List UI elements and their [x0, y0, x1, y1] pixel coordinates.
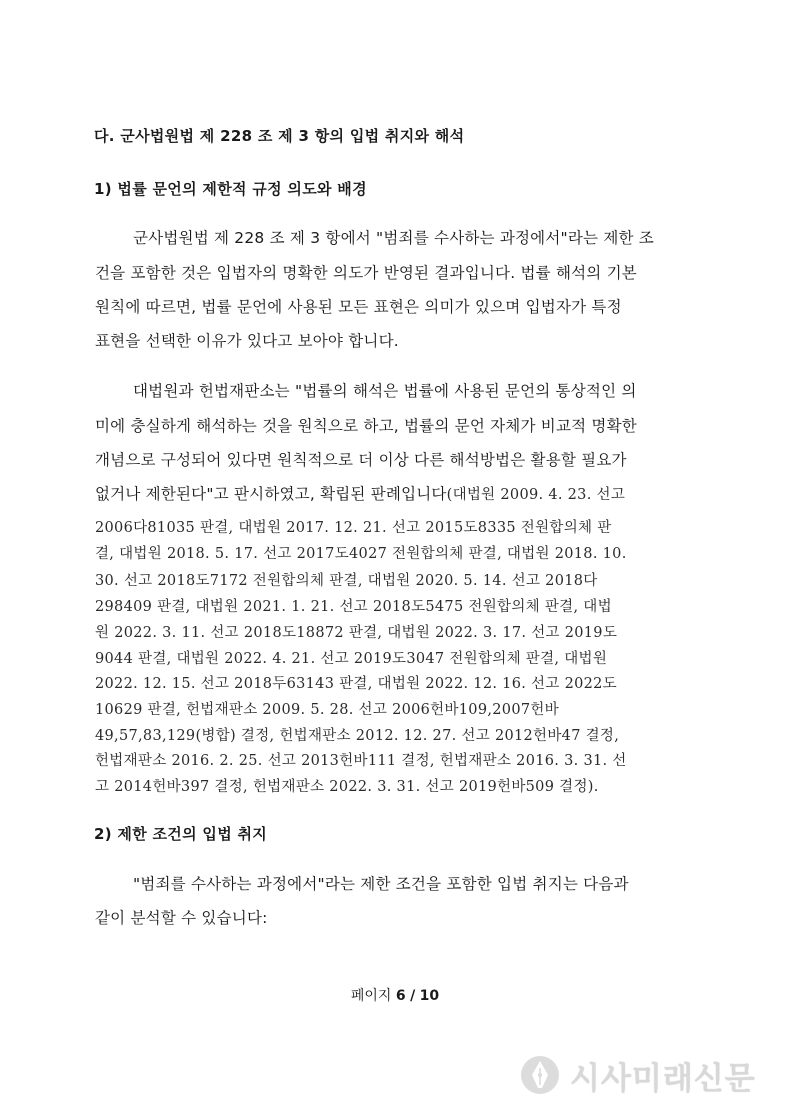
publisher-watermark — [520, 1050, 782, 1100]
text-line: "범죄를 수사하는 과정에서"라는 제한 조건을 포함한 입법 취지는 다음과 — [133, 875, 629, 893]
citation-line: 10629 판결, 헌법재판소 2009. 5. 28. 선고 2006헌바109,2007헌바 — [95, 702, 559, 718]
citation-line: 9044 판결, 대법원 2022. 4. 21. 선고 2019도3047 전원합의체 판결, 대법원 — [95, 651, 608, 667]
total-pages: 10 — [419, 988, 440, 1004]
subsection-1-heading: 1) 법률 문언의 제한적 규정 의도와 배경 — [94, 180, 367, 198]
text-line: 건을 포함한 것은 입법자의 명확한 의도가 반영된 결과입니다. 법률 해석의 기본 — [95, 264, 637, 282]
text-line: 대법원과 헌법재판소는 "법률의 해석은 법률에 사용된 문언의 통상적인 의 — [133, 382, 637, 400]
page-number-footer — [0, 985, 790, 1005]
citation-span: (대법원 2009. 4. 23. 선고 — [446, 487, 626, 503]
pen-nib-icon — [520, 1055, 560, 1095]
subsection-2-heading: 2) 제한 조건의 입법 취지 — [94, 825, 268, 843]
text-span: 없거나 제한된다"고 판시하였고, 확립된 판례입니다 — [95, 485, 447, 503]
current-page: 6 — [395, 988, 406, 1004]
text-line: 같이 분석할 수 있습니다: — [95, 909, 268, 927]
citation-line: 30. 선고 2018도7172 전원합의체 판결, 대법원 2020. 5. 14. 선고 2018다 — [95, 573, 598, 589]
citation-line: 원 2022. 3. 11. 선고 2018도18872 판결, 대법원 2022. 3. 17. 선고 2019도 — [95, 625, 618, 641]
mixed-line — [95, 482, 625, 504]
citation-line: 고 2014헌바397 결정, 헌법재판소 2022. 3. 31. 선고 2019헌바509 결정). — [95, 779, 599, 795]
watermark-text: 시사미래신문 — [570, 1060, 756, 1097]
citation-line: 2022. 12. 15. 선고 2018두63143 판결, 대법원 2022. 12. 16. 선고 2022도 — [95, 676, 617, 692]
page-separator: / — [410, 988, 416, 1004]
page-label: 페이지 — [350, 988, 392, 1004]
text-line: 군사법원법 제 228 조 제 3 항에서 "범죄를 수사하는 과정에서"라는 제한 조 — [133, 229, 654, 247]
citation-line: 결, 대법원 2018. 5. 17. 선고 2017도4027 전원합의체 판결, 대법원 2018. 10. — [95, 546, 627, 562]
text-line: 미에 충실하게 해석하는 것을 원칙으로 하고, 법률의 문언 자체가 비교적 명확한 — [95, 417, 637, 435]
text-line: 개념으로 구성되어 있다면 원칙적으로 더 이상 다른 해석방법은 활용할 필요가 — [95, 451, 627, 469]
citation-line: 49,57,83,129(병합) 결정, 헌법재판소 2012. 12. 27. 선고 2012헌바47 결정, — [95, 728, 620, 744]
citation-line: 2006다81035 판결, 대법원 2017. 12. 21. 선고 2015도8335 전원합의체 판 — [95, 520, 612, 536]
text-line: 원칙에 따르면, 법률 문언에 사용된 모든 표현은 의미가 있으며 입법자가 특정 — [95, 298, 622, 316]
section-heading: 다. 군사법원법 제 228 조 제 3 항의 입법 취지와 해석 — [94, 127, 465, 145]
text-line: 표현을 선택한 이유가 있다고 보아야 합니다. — [95, 332, 399, 350]
citation-line: 298409 판결, 대법원 2021. 1. 21. 선고 2018도5475 전원합의체 판결, 대법 — [95, 599, 612, 615]
citation-line: 헌법재판소 2016. 2. 25. 선고 2013헌바111 결정, 헌법재판소 2016. 3. 31. 선 — [95, 753, 627, 769]
